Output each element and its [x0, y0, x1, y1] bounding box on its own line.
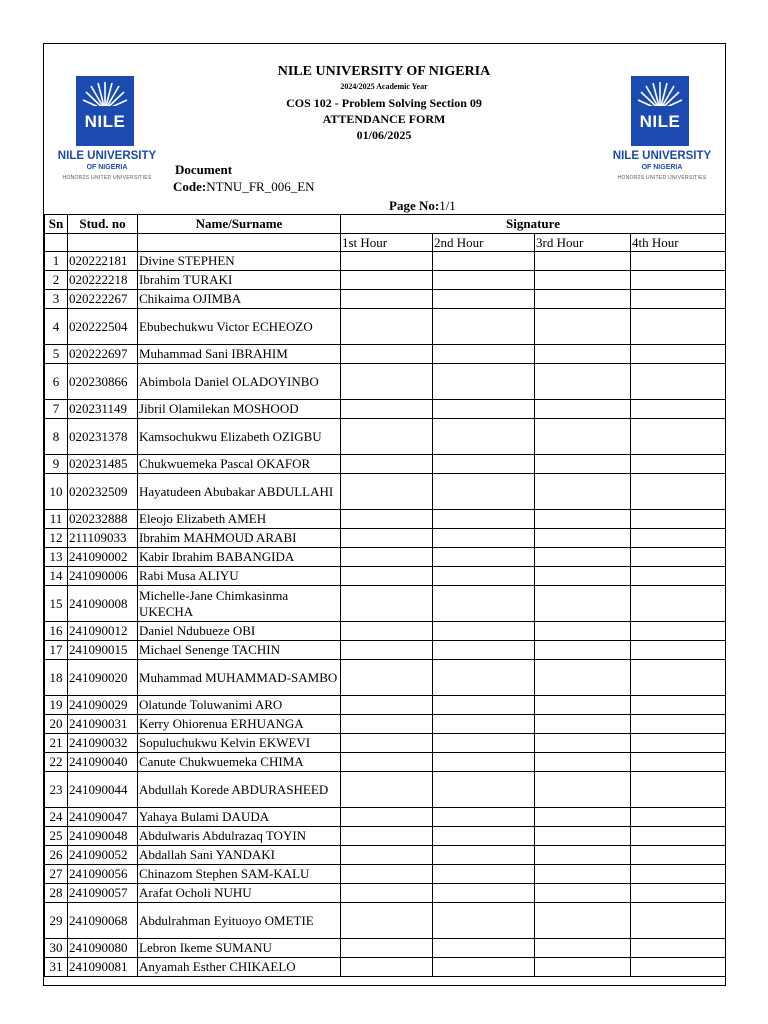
row-sn: 21 — [45, 734, 68, 753]
row-student-no: 241090068 — [68, 903, 138, 939]
row-name: Michelle-Jane Chimkasinma UKECHA — [138, 586, 341, 622]
row-name: Olatunde Toluwanimi ARO — [138, 696, 341, 715]
student-rows — [45, 252, 726, 977]
table-row — [45, 884, 726, 903]
row-student-no: 020232888 — [68, 510, 138, 529]
row-sn: 17 — [45, 641, 68, 660]
signature-cell-hour-4[interactable] — [631, 309, 726, 345]
signature-cell-hour-4[interactable] — [631, 827, 726, 846]
table-row — [45, 660, 726, 696]
signature-cell-hour-4[interactable] — [631, 734, 726, 753]
logo-badge-text: NILE — [639, 112, 681, 131]
table-row — [45, 309, 726, 345]
row-name: Arafat Ocholi NUHU — [138, 884, 341, 903]
row-student-no: 020230866 — [68, 364, 138, 400]
table-row — [45, 958, 726, 977]
logo-badge — [76, 76, 134, 146]
row-name: Chikaima OJIMBA — [138, 290, 341, 309]
logo-subtitle: OF NIGERIA — [86, 164, 128, 171]
signature-cell-hour-3[interactable] — [535, 715, 631, 734]
signature-cell-hour-1[interactable] — [341, 290, 433, 309]
signature-cell-hour-4[interactable] — [631, 510, 726, 529]
row-student-no: 020232509 — [68, 474, 138, 510]
table-row — [45, 271, 726, 290]
row-student-no: 241090056 — [68, 865, 138, 884]
signature-cell-hour-3[interactable] — [535, 364, 631, 400]
signature-cell-hour-1[interactable] — [341, 715, 433, 734]
row-student-no: 241090031 — [68, 715, 138, 734]
signature-cell-hour-3[interactable] — [535, 772, 631, 808]
table-row — [45, 641, 726, 660]
signature-cell-hour-1[interactable] — [341, 939, 433, 958]
signature-cell-hour-2[interactable] — [433, 641, 535, 660]
university-logo-right — [607, 76, 717, 188]
table-row — [45, 510, 726, 529]
row-student-no: 020231149 — [68, 400, 138, 419]
table-row — [45, 846, 726, 865]
table-row — [45, 903, 726, 939]
row-sn: 29 — [45, 903, 68, 939]
signature-cell-hour-3[interactable] — [535, 474, 631, 510]
signature-cell-hour-1[interactable] — [341, 808, 433, 827]
row-sn: 11 — [45, 510, 68, 529]
signature-cell-hour-3[interactable] — [535, 400, 631, 419]
table-row — [45, 939, 726, 958]
signature-cell-hour-4[interactable] — [631, 586, 726, 622]
row-student-no: 020231378 — [68, 419, 138, 455]
signature-cell-hour-4[interactable] — [631, 474, 726, 510]
signature-cell-hour-3[interactable] — [535, 660, 631, 696]
row-name: Daniel Ndubueze OBI — [138, 622, 341, 641]
row-sn: 23 — [45, 772, 68, 808]
university-logo-left — [52, 76, 162, 188]
table-row — [45, 252, 726, 271]
signature-cell-hour-2[interactable] — [433, 958, 535, 977]
signature-cell-hour-4[interactable] — [631, 865, 726, 884]
signature-cell-hour-1[interactable] — [341, 884, 433, 903]
signature-cell-hour-3[interactable] — [535, 271, 631, 290]
signature-cell-hour-4[interactable] — [631, 455, 726, 474]
signature-cell-hour-3[interactable] — [535, 586, 631, 622]
row-sn: 15 — [45, 586, 68, 622]
row-name: Abdullah Korede ABDURASHEED — [138, 772, 341, 808]
signature-cell-hour-3[interactable] — [535, 846, 631, 865]
signature-cell-hour-1[interactable] — [341, 772, 433, 808]
signature-cell-hour-2[interactable] — [433, 567, 535, 586]
signature-cell-hour-1[interactable] — [341, 753, 433, 772]
logo-motto: HONOR2S UNITED UNIVERSITIES — [617, 175, 707, 181]
row-sn: 22 — [45, 753, 68, 772]
signature-cell-hour-2[interactable] — [433, 696, 535, 715]
signature-cell-hour-2[interactable] — [433, 364, 535, 400]
form-title: ATTENDANCE FORM — [322, 112, 446, 126]
hour-header-2: 2nd Hour — [433, 234, 535, 252]
row-sn: 1 — [45, 252, 68, 271]
signature-cell-hour-1[interactable] — [341, 345, 433, 364]
signature-cell-hour-4[interactable] — [631, 715, 726, 734]
signature-cell-hour-1[interactable] — [341, 419, 433, 455]
signature-cell-hour-2[interactable] — [433, 510, 535, 529]
row-student-no: 020231485 — [68, 455, 138, 474]
blank-header-cell — [138, 234, 341, 252]
row-student-no: 020222218 — [68, 271, 138, 290]
signature-cell-hour-2[interactable] — [433, 419, 535, 455]
row-name: Muhammad MUHAMMAD-SAMBO — [138, 660, 341, 696]
table-row — [45, 290, 726, 309]
signature-cell-hour-2[interactable] — [433, 772, 535, 808]
signature-cell-hour-3[interactable] — [535, 290, 631, 309]
row-name: Ibrahim TURAKI — [138, 271, 341, 290]
row-name: Anyamah Esther CHIKAELO — [138, 958, 341, 977]
blank-header-cell — [68, 234, 138, 252]
hour-header-3: 3rd Hour — [535, 234, 631, 252]
signature-cell-hour-2[interactable] — [433, 400, 535, 419]
university-title: NILE UNIVERSITY OF NIGERIA — [277, 64, 491, 79]
row-student-no: 020222697 — [68, 345, 138, 364]
signature-cell-hour-2[interactable] — [433, 290, 535, 309]
signature-cell-hour-3[interactable] — [535, 641, 631, 660]
signature-cell-hour-4[interactable] — [631, 400, 726, 419]
table-row — [45, 345, 726, 364]
table-row — [45, 567, 726, 586]
logo-university-name: NILE UNIVERSITY — [612, 150, 712, 162]
row-sn: 14 — [45, 567, 68, 586]
row-name: Lebron Ikeme SUMANU — [138, 939, 341, 958]
signature-cell-hour-3[interactable] — [535, 622, 631, 641]
signature-cell-hour-2[interactable] — [433, 753, 535, 772]
signature-cell-hour-4[interactable] — [631, 641, 726, 660]
signature-cell-hour-4[interactable] — [631, 419, 726, 455]
signature-cell-hour-1[interactable] — [341, 734, 433, 753]
row-student-no: 241090002 — [68, 548, 138, 567]
signature-cell-hour-3[interactable] — [535, 696, 631, 715]
row-sn: 20 — [45, 715, 68, 734]
row-sn: 6 — [45, 364, 68, 400]
signature-cell-hour-2[interactable] — [433, 884, 535, 903]
signature-cell-hour-1[interactable] — [341, 641, 433, 660]
column-header-sn: Sn — [45, 215, 68, 234]
signature-cell-hour-1[interactable] — [341, 252, 433, 271]
signature-cell-hour-2[interactable] — [433, 455, 535, 474]
signature-cell-hour-1[interactable] — [341, 548, 433, 567]
signature-cell-hour-4[interactable] — [631, 808, 726, 827]
signature-cell-hour-4[interactable] — [631, 529, 726, 548]
column-header-name: Name/Surname — [138, 215, 341, 234]
code-label: Code: — [173, 179, 207, 194]
row-sn: 26 — [45, 846, 68, 865]
row-student-no: 241090015 — [68, 641, 138, 660]
signature-cell-hour-4[interactable] — [631, 567, 726, 586]
signature-cell-hour-1[interactable] — [341, 903, 433, 939]
logo-badge-text: NILE — [84, 112, 126, 131]
row-student-no: 241090008 — [68, 586, 138, 622]
signature-cell-hour-1[interactable] — [341, 309, 433, 345]
signature-cell-hour-2[interactable] — [433, 846, 535, 865]
signature-cell-hour-3[interactable] — [535, 734, 631, 753]
signature-cell-hour-2[interactable] — [433, 734, 535, 753]
column-header-signature: Signature — [341, 215, 726, 234]
signature-cell-hour-1[interactable] — [341, 271, 433, 290]
signature-cell-hour-4[interactable] — [631, 364, 726, 400]
signature-cell-hour-3[interactable] — [535, 753, 631, 772]
row-name: Hayatudeen Abubakar ABDULLAHI — [138, 474, 341, 510]
signature-cell-hour-1[interactable] — [341, 846, 433, 865]
row-student-no: 241090029 — [68, 696, 138, 715]
row-name: Yahaya Bulami DAUDA — [138, 808, 341, 827]
signature-cell-hour-3[interactable] — [535, 808, 631, 827]
row-name: Muhammad Sani IBRAHIM — [138, 345, 341, 364]
signature-cell-hour-1[interactable] — [341, 696, 433, 715]
row-student-no: 241090020 — [68, 660, 138, 696]
signature-cell-hour-1[interactable] — [341, 865, 433, 884]
table-row — [45, 364, 726, 400]
table-row — [45, 455, 726, 474]
row-sn: 31 — [45, 958, 68, 977]
table-row — [45, 474, 726, 510]
signature-cell-hour-3[interactable] — [535, 939, 631, 958]
signature-cell-hour-3[interactable] — [535, 309, 631, 345]
row-sn: 16 — [45, 622, 68, 641]
row-student-no: 241090057 — [68, 884, 138, 903]
table-row — [45, 827, 726, 846]
signature-cell-hour-2[interactable] — [433, 474, 535, 510]
signature-cell-hour-2[interactable] — [433, 271, 535, 290]
signature-cell-hour-2[interactable] — [433, 827, 535, 846]
signature-cell-hour-3[interactable] — [535, 827, 631, 846]
signature-cell-hour-4[interactable] — [631, 958, 726, 977]
form-header — [44, 44, 725, 214]
signature-cell-hour-3[interactable] — [535, 884, 631, 903]
signature-cell-hour-3[interactable] — [535, 548, 631, 567]
signature-cell-hour-3[interactable] — [535, 529, 631, 548]
attendance-table — [44, 214, 726, 977]
signature-cell-hour-1[interactable] — [341, 622, 433, 641]
row-sn: 9 — [45, 455, 68, 474]
signature-cell-hour-1[interactable] — [341, 660, 433, 696]
page-value: 1/1 — [439, 198, 456, 213]
table-row — [45, 548, 726, 567]
document-label: Document — [175, 162, 233, 177]
row-student-no: 241090032 — [68, 734, 138, 753]
logo-subtitle: OF NIGERIA — [641, 164, 683, 171]
row-sn: 25 — [45, 827, 68, 846]
table-row — [45, 529, 726, 548]
row-name: Kerry Ohiorenua ERHUANGA — [138, 715, 341, 734]
row-student-no: 241090081 — [68, 958, 138, 977]
signature-cell-hour-4[interactable] — [631, 696, 726, 715]
table-row — [45, 400, 726, 419]
signature-cell-hour-4[interactable] — [631, 548, 726, 567]
row-name: Divine STEPHEN — [138, 252, 341, 271]
column-header-stud-no: Stud. no — [68, 215, 138, 234]
row-name: Abdulwaris Abdulrazaq TOYIN — [138, 827, 341, 846]
signature-cell-hour-1[interactable] — [341, 529, 433, 548]
form-date: 01/06/2025 — [356, 128, 412, 142]
signature-cell-hour-1[interactable] — [341, 567, 433, 586]
row-name: Jibril Olamilekan MOSHOOD — [138, 400, 341, 419]
sunburst-icon — [76, 76, 134, 116]
row-name: Abdulrahman Eyituoyo OMETIE — [138, 903, 341, 939]
code-value: NTNU_FR_006_EN — [206, 179, 315, 194]
row-student-no: 241090006 — [68, 567, 138, 586]
row-name: Ebubechukwu Victor ECHEOZO — [138, 309, 341, 345]
logo-university-name: NILE UNIVERSITY — [57, 150, 157, 162]
row-sn: 13 — [45, 548, 68, 567]
signature-cell-hour-1[interactable] — [341, 827, 433, 846]
row-sn: 10 — [45, 474, 68, 510]
row-name: Abdallah Sani YANDAKI — [138, 846, 341, 865]
hour-header-row — [45, 234, 726, 252]
signature-cell-hour-1[interactable] — [341, 364, 433, 400]
row-name: Michael Senenge TACHIN — [138, 641, 341, 660]
signature-cell-hour-4[interactable] — [631, 753, 726, 772]
signature-cell-hour-4[interactable] — [631, 939, 726, 958]
table-row — [45, 586, 726, 622]
signature-cell-hour-2[interactable] — [433, 548, 535, 567]
course-title: COS 102 - Problem Solving Section 09 — [286, 96, 482, 110]
row-student-no: 020222504 — [68, 309, 138, 345]
row-sn: 12 — [45, 529, 68, 548]
signature-cell-hour-4[interactable] — [631, 772, 726, 808]
signature-cell-hour-4[interactable] — [631, 903, 726, 939]
signature-cell-hour-4[interactable] — [631, 345, 726, 364]
table-row — [45, 622, 726, 641]
row-sn: 5 — [45, 345, 68, 364]
signature-cell-hour-3[interactable] — [535, 567, 631, 586]
signature-cell-hour-3[interactable] — [535, 958, 631, 977]
table-row — [45, 753, 726, 772]
signature-cell-hour-4[interactable] — [631, 846, 726, 865]
signature-cell-hour-4[interactable] — [631, 660, 726, 696]
signature-cell-hour-2[interactable] — [433, 622, 535, 641]
signature-cell-hour-3[interactable] — [535, 252, 631, 271]
page-number — [389, 198, 456, 214]
signature-cell-hour-2[interactable] — [433, 715, 535, 734]
signature-cell-hour-3[interactable] — [535, 345, 631, 364]
row-student-no: 241090048 — [68, 827, 138, 846]
signature-cell-hour-4[interactable] — [631, 271, 726, 290]
attendance-sheet — [43, 43, 726, 986]
row-student-no: 211109033 — [68, 529, 138, 548]
signature-cell-hour-2[interactable] — [433, 660, 535, 696]
row-student-no: 020222181 — [68, 252, 138, 271]
table-row — [45, 715, 726, 734]
signature-cell-hour-1[interactable] — [341, 400, 433, 419]
signature-cell-hour-2[interactable] — [433, 345, 535, 364]
signature-cell-hour-2[interactable] — [433, 808, 535, 827]
row-name: Kamsochukwu Elizabeth OZIGBU — [138, 419, 341, 455]
signature-cell-hour-3[interactable] — [535, 865, 631, 884]
signature-cell-hour-2[interactable] — [433, 586, 535, 622]
signature-cell-hour-1[interactable] — [341, 474, 433, 510]
academic-year: 2024/2025 Academic Year — [340, 82, 428, 91]
signature-cell-hour-2[interactable] — [433, 865, 535, 884]
row-sn: 19 — [45, 696, 68, 715]
header-row — [45, 215, 726, 234]
table-row — [45, 734, 726, 753]
page-label: Page No: — [389, 198, 440, 213]
row-name: Chukwuemeka Pascal OKAFOR — [138, 455, 341, 474]
row-student-no: 241090080 — [68, 939, 138, 958]
signature-cell-hour-2[interactable] — [433, 939, 535, 958]
logo-badge — [631, 76, 689, 146]
row-sn: 30 — [45, 939, 68, 958]
row-sn: 24 — [45, 808, 68, 827]
row-student-no: 241090052 — [68, 846, 138, 865]
row-name: Rabi Musa ALIYU — [138, 567, 341, 586]
row-name: Abimbola Daniel OLADOYINBO — [138, 364, 341, 400]
document-code — [173, 179, 315, 195]
row-name: Canute Chukwuemeka CHIMA — [138, 753, 341, 772]
signature-cell-hour-3[interactable] — [535, 419, 631, 455]
signature-cell-hour-2[interactable] — [433, 903, 535, 939]
signature-cell-hour-4[interactable] — [631, 290, 726, 309]
row-sn: 27 — [45, 865, 68, 884]
row-name: Chinazom Stephen SAM-KALU — [138, 865, 341, 884]
hour-header-4: 4th Hour — [631, 234, 726, 252]
signature-cell-hour-3[interactable] — [535, 903, 631, 939]
row-sn: 18 — [45, 660, 68, 696]
signature-cell-hour-1[interactable] — [341, 586, 433, 622]
signature-cell-hour-3[interactable] — [535, 455, 631, 474]
row-student-no: 020222267 — [68, 290, 138, 309]
signature-cell-hour-4[interactable] — [631, 622, 726, 641]
table-row — [45, 419, 726, 455]
row-name: Kabir Ibrahim BABANGIDA — [138, 548, 341, 567]
row-sn: 7 — [45, 400, 68, 419]
row-student-no: 241090012 — [68, 622, 138, 641]
sunburst-icon — [631, 76, 689, 116]
signature-cell-hour-3[interactable] — [535, 510, 631, 529]
row-student-no: 241090044 — [68, 772, 138, 808]
row-sn: 8 — [45, 419, 68, 455]
table-row — [45, 865, 726, 884]
table-row — [45, 696, 726, 715]
row-student-no: 241090040 — [68, 753, 138, 772]
signature-cell-hour-2[interactable] — [433, 252, 535, 271]
row-student-no: 241090047 — [68, 808, 138, 827]
row-sn: 4 — [45, 309, 68, 345]
row-name: Eleojo Elizabeth AMEH — [138, 510, 341, 529]
signature-cell-hour-2[interactable] — [433, 529, 535, 548]
row-sn: 28 — [45, 884, 68, 903]
signature-cell-hour-4[interactable] — [631, 252, 726, 271]
table-row — [45, 772, 726, 808]
row-sn: 2 — [45, 271, 68, 290]
row-name: Sopuluchukwu Kelvin EKWEVI — [138, 734, 341, 753]
table-row — [45, 808, 726, 827]
logo-motto: HONOR2S UNITED UNIVERSITIES — [62, 175, 152, 181]
hour-header-1: 1st Hour — [341, 234, 433, 252]
signature-cell-hour-1[interactable] — [341, 510, 433, 529]
signature-cell-hour-2[interactable] — [433, 309, 535, 345]
signature-cell-hour-1[interactable] — [341, 455, 433, 474]
row-sn: 3 — [45, 290, 68, 309]
signature-cell-hour-1[interactable] — [341, 958, 433, 977]
signature-cell-hour-4[interactable] — [631, 884, 726, 903]
row-name: Ibrahim MAHMOUD ARABI — [138, 529, 341, 548]
blank-header-cell — [45, 234, 68, 252]
